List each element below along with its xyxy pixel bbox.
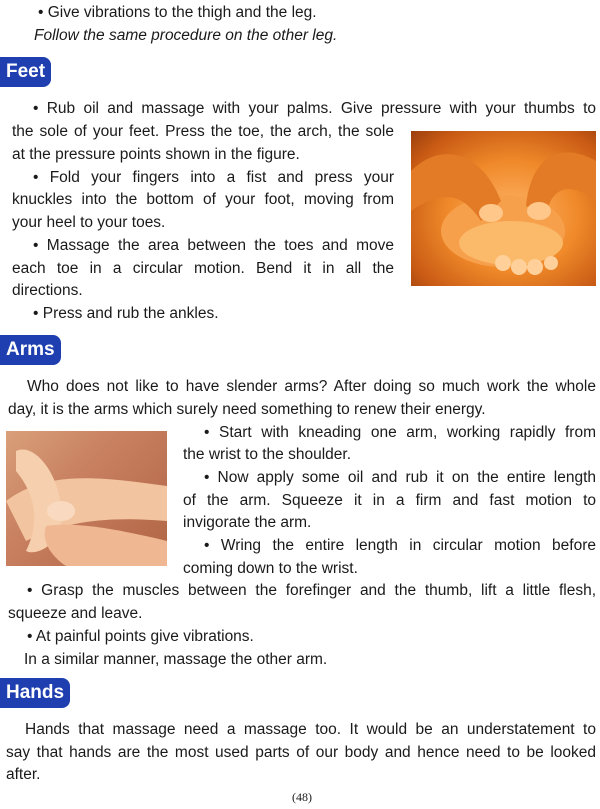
arms-line-3: • Start with kneading one arm, working rapidly from [204, 424, 596, 441]
hands-line-3: after. [6, 766, 41, 783]
feet-line-10: • Press and rub the ankles. [33, 305, 219, 322]
arms-line-2: day, it is the arms which surely need something to renew their energy. [8, 401, 486, 418]
arms-heading: Arms [0, 335, 61, 365]
feet-line-2: the sole of your feet. Press the toe, the arch, the sole [12, 123, 394, 140]
arms-line-12: • At painful points give vibrations. [27, 628, 254, 645]
feet-line-3: at the pressure points shown in the figure. [12, 146, 300, 163]
intro-bullet-line: • Give vibrations to the thigh and the leg. [38, 4, 317, 21]
arms-line-10: • Grasp the muscles between the forefinger and the thumb, lift a little flesh, [27, 582, 596, 599]
intro-italic-line: Follow the same procedure on the other leg. [34, 27, 338, 44]
arms-line-13: In a similar manner, massage the other arm. [24, 651, 328, 668]
arms-line-7: invigorate the arm. [183, 514, 312, 531]
arms-line-6: of the arm. Squeeze it in a firm and fast motion to [183, 492, 596, 509]
hands-line-2: say that hands are the most used parts of our body and hence need to be looked [6, 744, 596, 761]
arms-line-8: • Wring the entire length in circular motion before [204, 537, 596, 554]
arms-line-11: squeeze and leave. [8, 605, 143, 622]
hands-line-1: Hands that massage need a massage too. It would be an understatement to [25, 721, 596, 738]
feet-heading: Feet [0, 57, 51, 87]
arms-line-9: coming down to the wrist. [183, 560, 358, 577]
page-number: (48) [292, 790, 312, 804]
feet-line-4: • Fold your fingers into a fist and press your [33, 169, 394, 186]
feet-line-9: directions. [12, 282, 83, 299]
feet-line-6: your heel to your toes. [12, 214, 166, 231]
arm-massage-image [6, 431, 167, 566]
arms-line-1: Who does not like to have slender arms? After doing so much work the whole [27, 378, 596, 395]
hands-heading: Hands [0, 678, 70, 708]
arms-line-5: • Now apply some oil and rub it on the entire length [204, 469, 596, 486]
feet-line-5: knuckles into the bottom of your foot, moving from [12, 191, 394, 208]
feet-line-1: • Rub oil and massage with your palms. Give pressure with your thumbs to [33, 100, 596, 117]
foot-massage-image [411, 131, 596, 286]
arms-line-4: the wrist to the shoulder. [183, 446, 352, 463]
feet-line-8: each toe in a circular motion. Bend it in all the [12, 260, 394, 277]
feet-line-7: • Massage the area between the toes and move [33, 237, 394, 254]
